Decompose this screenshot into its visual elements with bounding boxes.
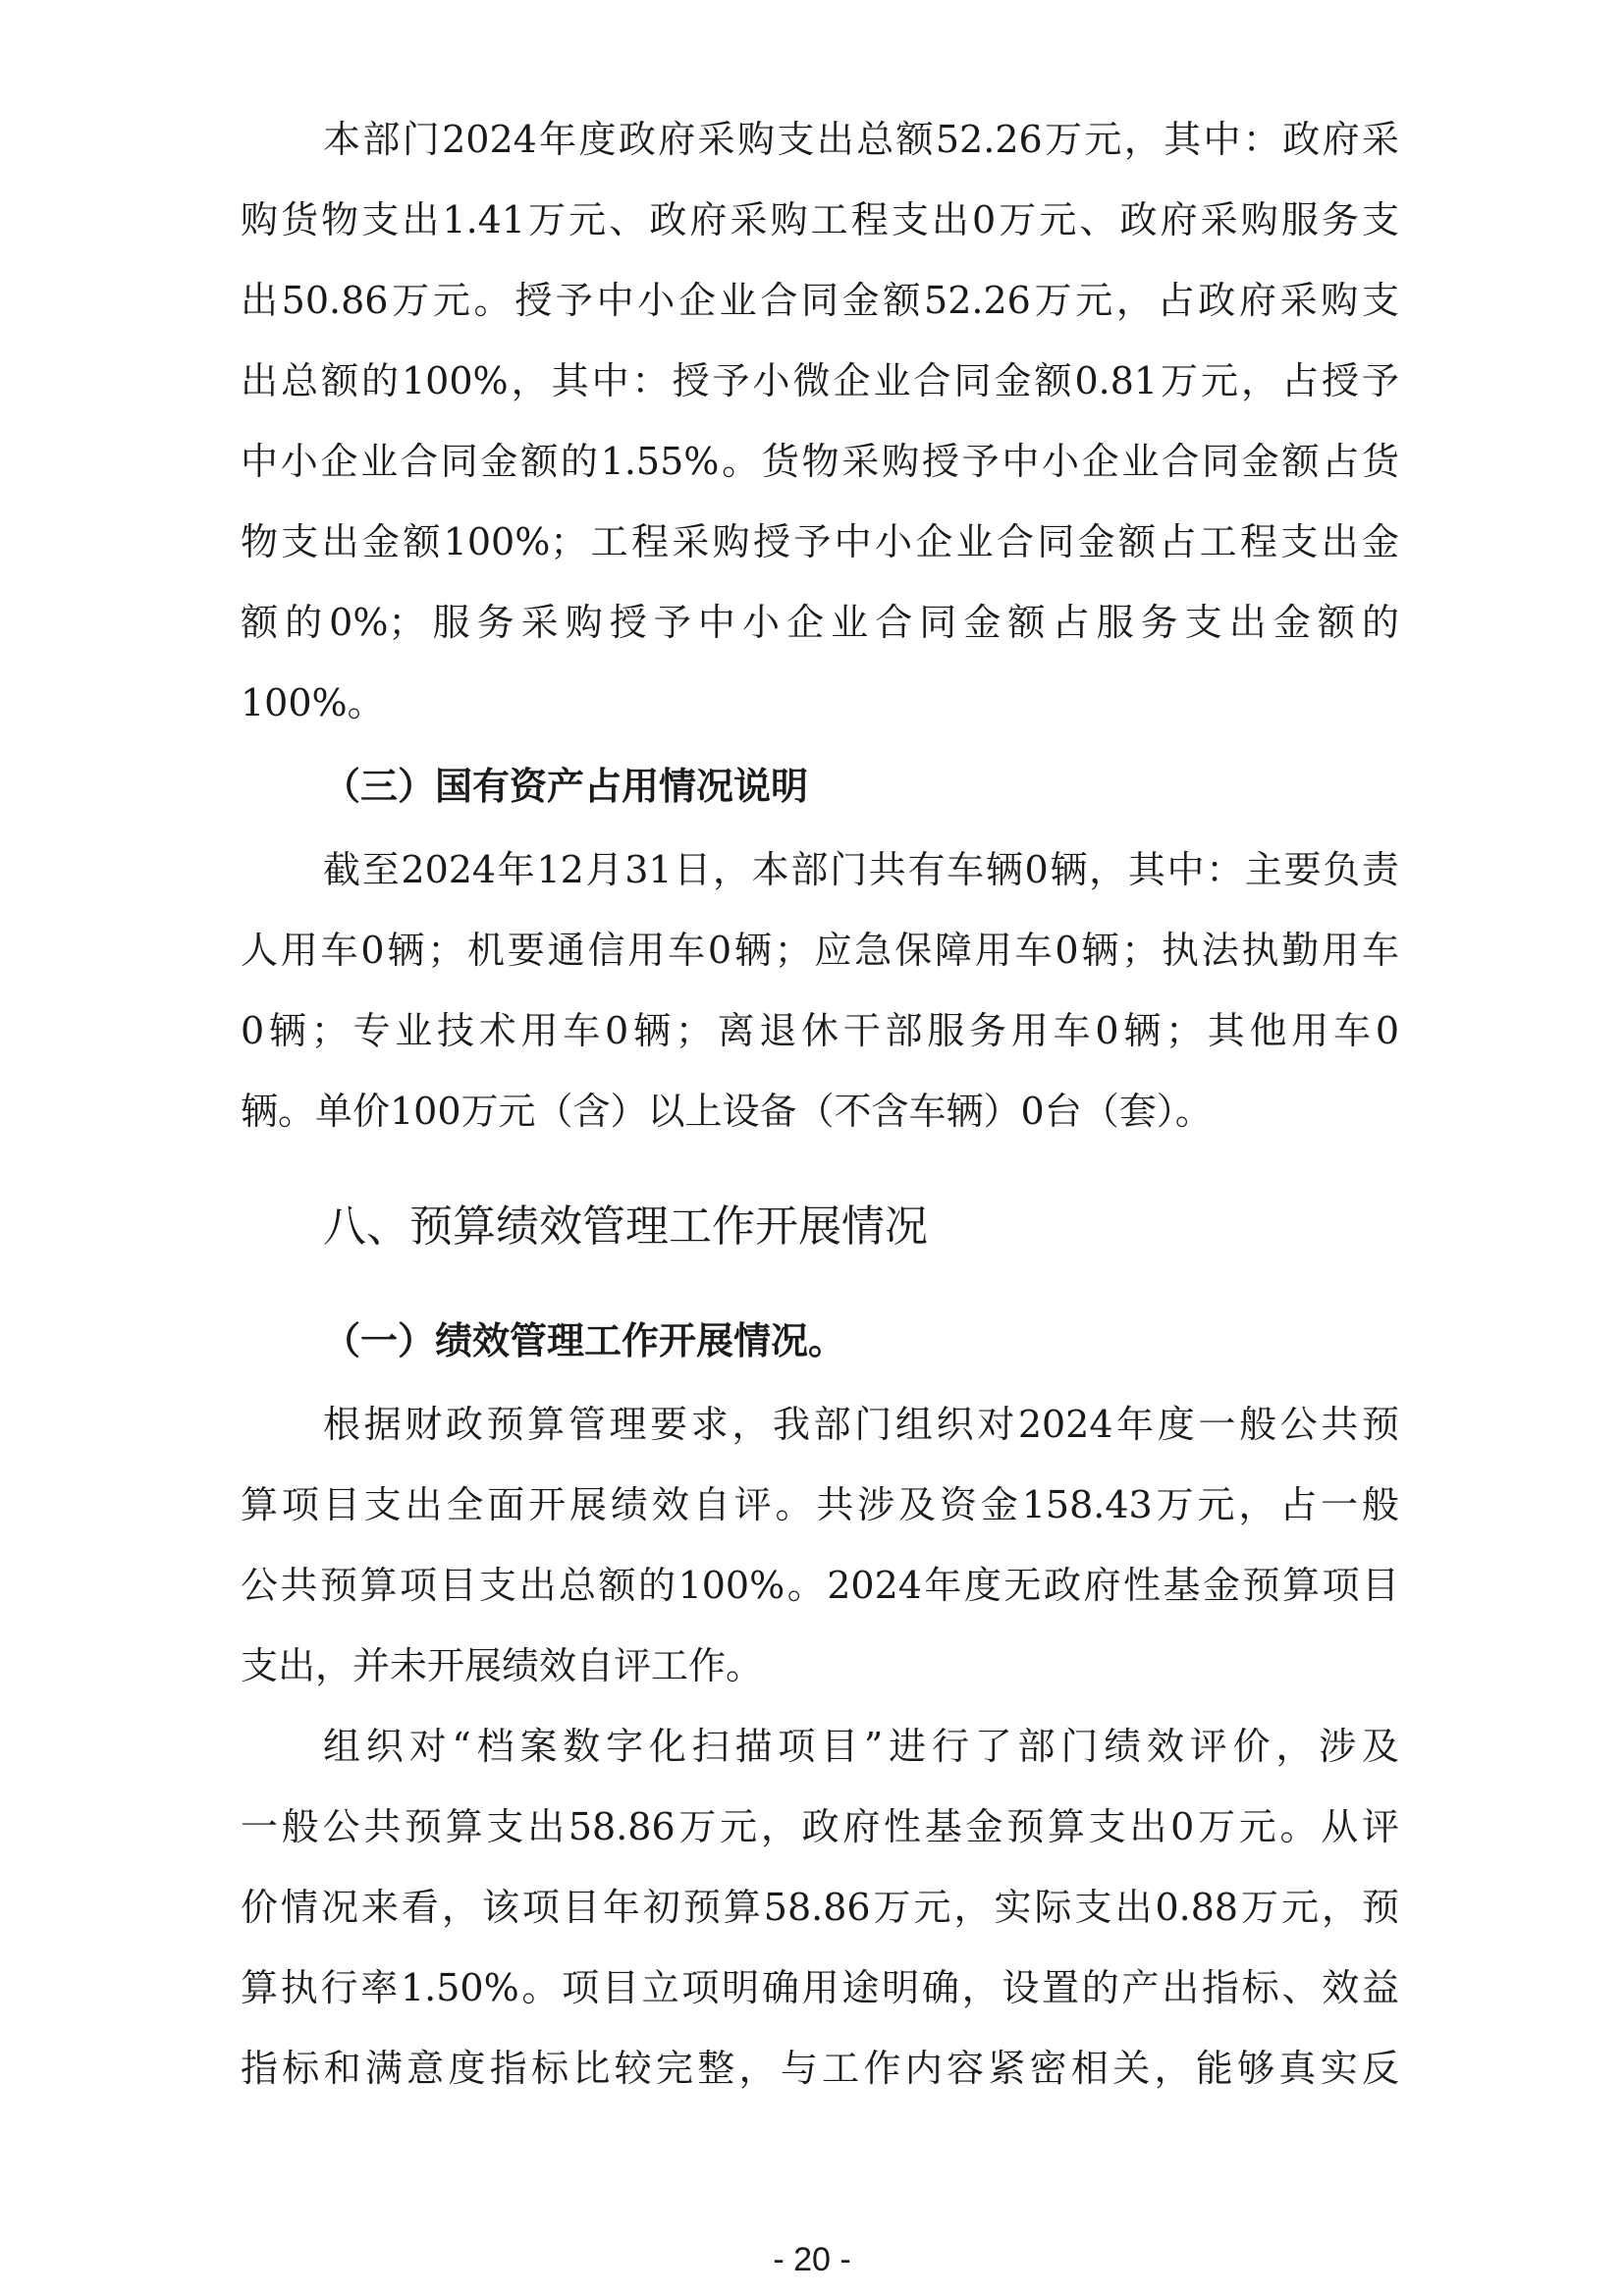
assets-line-3: 0辆；专业技术用车0辆；离退休干部服务用车0辆；其他用车0 — [241, 1009, 1399, 1052]
performance-para2-line-2: 一般公共预算支出58.86万元，政府性基金预算支出0万元。从评 — [241, 1805, 1399, 1848]
assets-line-1: 截至2024年12月31日，本部门共有车辆0辆，其中：主要负责 — [323, 848, 1399, 891]
page-number: - 20 - — [773, 2241, 851, 2278]
section-8-heading: 八、预算绩效管理工作开展情况 — [323, 1201, 928, 1252]
performance-para2-line-1: 组织对“档案数字化扫描项目”进行了部门绩效评价，涉及 — [323, 1725, 1399, 1768]
procurement-line-4: 出总额的100%，其中：授予小微企业合同金额0.81万元，占授予 — [241, 359, 1399, 402]
performance-para2-line-5: 指标和满意度指标比较完整，与工作内容紧密相关，能够真实反 — [241, 2047, 1399, 2090]
procurement-line-1: 本部门2024年度政府采购支出总额52.26万元，其中：政府采 — [323, 118, 1399, 161]
assets-heading: （三）国有资产占用情况说明 — [323, 765, 809, 808]
performance-para1-line-1: 根据财政预算管理要求，我部门组织对2024年度一般公共预 — [323, 1403, 1399, 1446]
procurement-line-7: 额的0%；服务采购授予中小企业合同金额占服务支出金额的 — [241, 601, 1399, 644]
procurement-line-5: 中小企业合同金额的1.55%。货物采购授予中小企业合同金额占货 — [241, 440, 1399, 483]
procurement-line-6: 物支出金额100%；工程采购授予中小企业合同金额占工程支出金 — [241, 520, 1399, 563]
assets-line-2: 人用车0辆；机要通信用车0辆；应急保障用车0辆；执法执勤用车 — [241, 929, 1399, 972]
performance-para2-line-4: 算执行率1.50%。项目立项明确用途明确，设置的产出指标、效益 — [241, 1966, 1399, 2009]
procurement-line-8: 100%。 — [241, 681, 385, 724]
procurement-line-2: 购货物支出1.41万元、政府采购工程支出0万元、政府采购服务支 — [241, 198, 1399, 241]
performance-para2-line-3: 价情况来看，该项目年初预算58.86万元，实际支出0.88万元，预 — [241, 1886, 1399, 1929]
assets-line-4: 辆。单价100万元（含）以上设备（不含车辆）0台（套）。 — [241, 1090, 1213, 1133]
performance-para1-line-2: 算项目支出全面开展绩效自评。共涉及资金158.43万元，占一般 — [241, 1483, 1399, 1526]
performance-heading: （一）绩效管理工作开展情况。 — [323, 1319, 846, 1362]
procurement-line-3: 出50.86万元。授予中小企业合同金额52.26万元，占政府采购支 — [241, 279, 1399, 322]
performance-para1-line-4: 支出，并未开展绩效自评工作。 — [241, 1644, 764, 1687]
performance-para1-line-3: 公共预算项目支出总额的100%。2024年度无政府性基金预算项目 — [241, 1564, 1399, 1607]
